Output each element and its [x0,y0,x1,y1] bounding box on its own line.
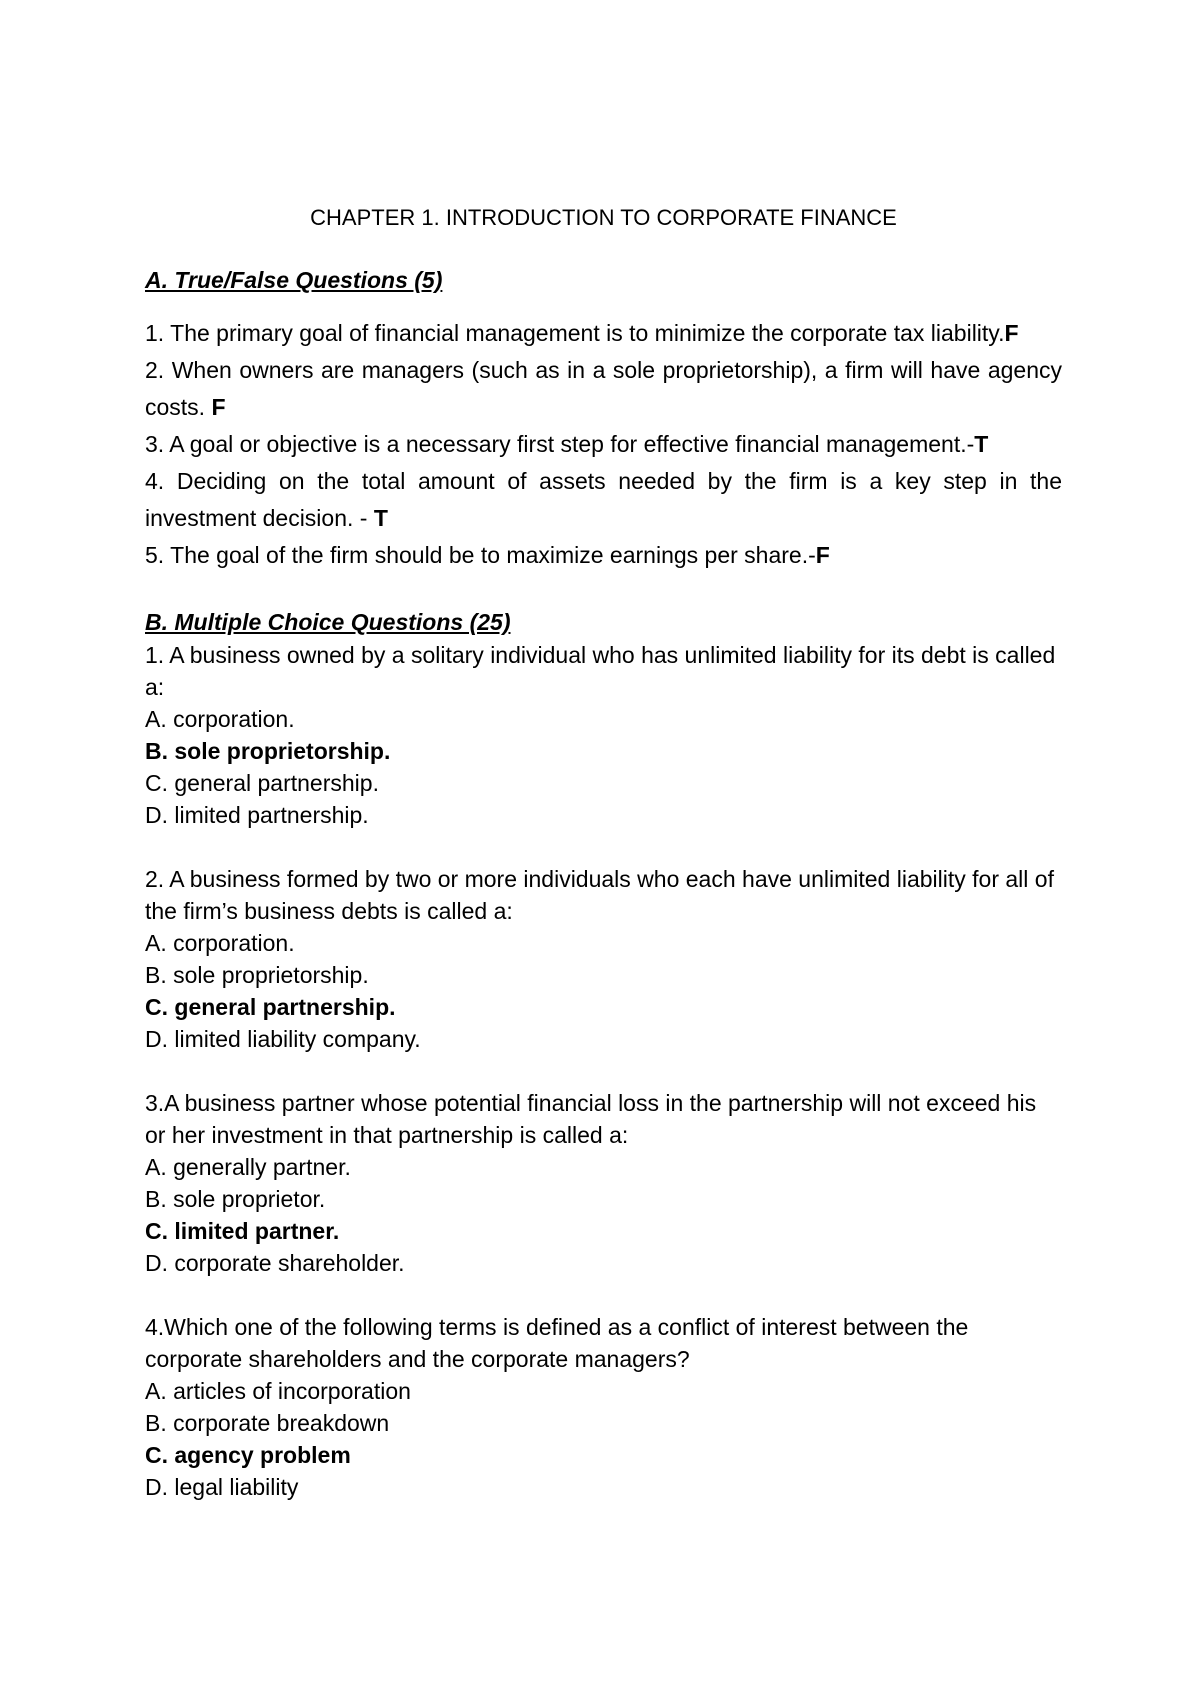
mc-question-text: 1. A business owned by a solitary individual who has unlimited liability for its debt is called a: [145,642,1056,700]
tf-question-text: 1. The primary goal of financial management is to minimize the corporate tax liability. [145,320,1005,346]
mc-question-text: 2. A business formed by two or more individuals who each have unlimited liability for all of the firm’s business debts is called a: [145,866,1054,924]
true-false-item [145,315,1062,352]
tf-question-text: 2. When owners are managers (such as in a sole proprietorship), a firm will have agency costs. [145,357,1062,420]
multiple-choice-heading: B. Multiple Choice Questions (25) [145,609,511,635]
document-page [145,203,1062,1535]
mc-option: B. sole proprietor. [145,1186,326,1212]
true-false-item [145,463,1062,537]
mc-question-block [145,639,1062,831]
mc-option: A. generally partner. [145,1154,351,1180]
true-false-item [145,426,1062,463]
mc-option: D. legal liability [145,1474,299,1500]
mc-question-block [145,1311,1062,1503]
mc-option: D. limited partnership. [145,802,369,828]
tf-answer: F [211,394,226,420]
tf-question-text: 5. The goal of the firm should be to maximize earnings per share.- [145,542,816,568]
mc-option-correct: C. limited partner. [145,1218,340,1244]
true-false-item [145,352,1062,426]
mc-option: B. sole proprietorship. [145,962,369,988]
mc-option-correct: C. general partnership. [145,994,396,1020]
mc-option-correct: C. agency problem [145,1442,351,1468]
true-false-heading: A. True/False Questions (5) [145,267,443,293]
tf-question-text: 4. Deciding on the total amount of assets needed by the firm is a key step in the investment decision. - [145,468,1062,531]
tf-answer: F [1004,320,1019,346]
tf-question-text: 3. A goal or objective is a necessary first step for effective financial management.- [145,431,975,457]
mc-option: A. corporation. [145,930,295,956]
mc-question-text: 3.A business partner whose potential financial loss in the partnership will not exceed his or her investment in that partnership is called a: [145,1090,1037,1148]
mc-option: B. corporate breakdown [145,1410,390,1436]
mc-option: C. general partnership. [145,770,379,796]
mc-option: A. corporation. [145,706,295,732]
mc-question-block [145,1087,1062,1279]
tf-answer: T [974,431,989,457]
tf-answer: T [373,505,388,531]
mc-question-block [145,863,1062,1055]
tf-answer: F [815,542,830,568]
mc-option: D. limited liability company. [145,1026,421,1052]
chapter-title: CHAPTER 1. INTRODUCTION TO CORPORATE FINANCE [310,205,897,230]
mc-option-correct: B. sole proprietorship. [145,738,391,764]
mc-option: A. articles of incorporation [145,1378,411,1404]
mc-question-text: 4.Which one of the following terms is defined as a conflict of interest between the corporate shareholders and the corporate managers? [145,1314,969,1372]
mc-option: D. corporate shareholder. [145,1250,405,1276]
true-false-item [145,537,1062,574]
true-false-list [145,315,1062,574]
